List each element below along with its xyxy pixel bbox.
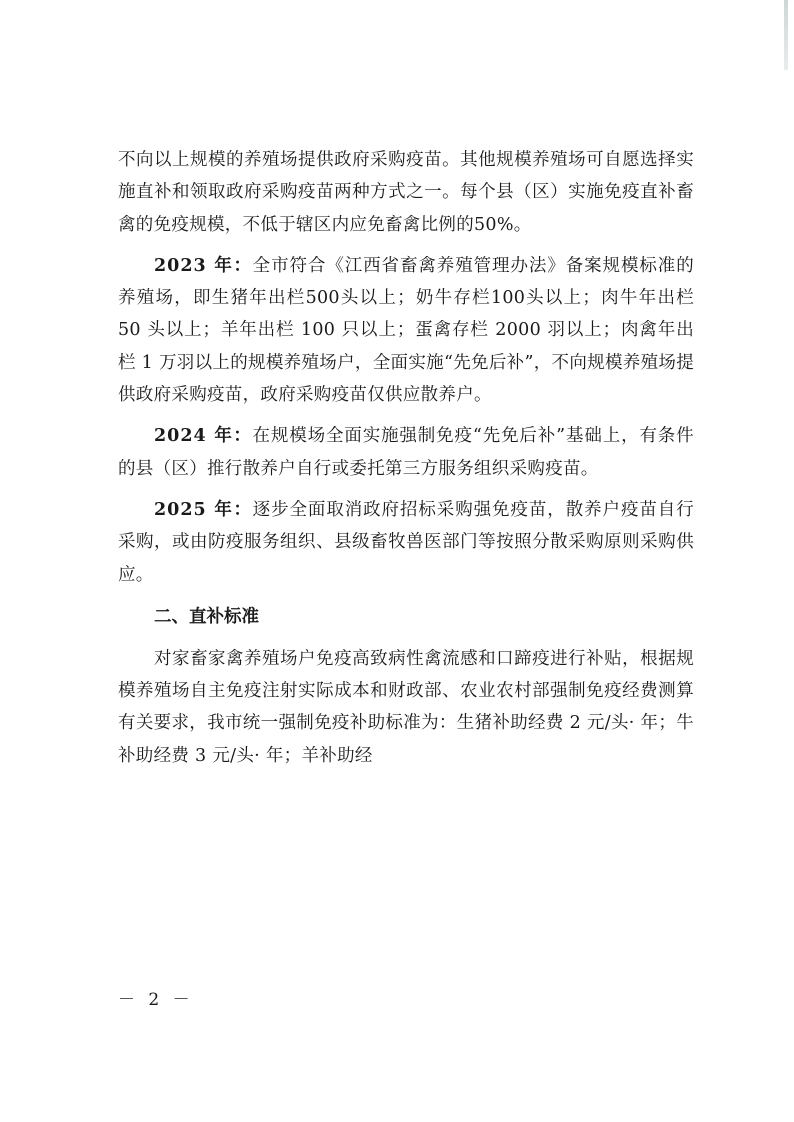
year-label-2023: 2023 年： <box>154 255 253 276</box>
paragraph-continuation: 不向以上规模的养殖场提供政府采购疫苗。其他规模养殖场可自愿选择实施直补和领取政府采购疫苗两种方式之一。每个县（区）实施免疫直补畜禽的免疫规模，不低于辖区内应免畜禽比例的50%。 <box>118 150 694 235</box>
paragraph-2024 <box>118 420 694 485</box>
year-label-2025: 2025 年： <box>154 499 253 520</box>
document-body <box>118 144 694 772</box>
scan-edge <box>784 0 788 70</box>
paragraph-2025-text: 逐步全面取消政府招标采购强免疫苗，散养户疫苗自行采购，或由防疫服务组织、县级畜牧兽医部门等按照分散采购原则采购供应。 <box>118 499 694 585</box>
paragraph-2024-text: 在规模场全面实施强制免疫“先免后补”基础上，有条件的县（区）推行散养户自行或委托第三方服务组织采购疫苗。 <box>118 426 694 479</box>
section-heading: 二、直补标准 <box>154 606 259 627</box>
paragraph-2025 <box>118 494 694 591</box>
year-label-2024: 2024 年： <box>154 426 253 447</box>
paragraph-subsidy-standard: 对家畜家禽养殖场户免疫高致病性禽流感和口蹄疫进行补贴，根据规模养殖场自主免疫注射实际成本和财政部、农业农村部强制免疫经费测算有关要求，我市统一强制免疫补助标准为：生猪补助经费 2 元/头· 年；牛补助经费 3 元/头· 年；羊补助经 <box>118 648 694 766</box>
paragraph-2023-text: 全市符合《江西省畜禽养殖管理办法》备案规模标准的养殖场，即生猪年出栏500头以上；奶牛存栏100头以上；肉牛年出栏 50 头以上；羊年出栏 100 只以上；蛋禽存栏 2000 羽以上；肉禽年出栏 1 万羽以上的规模养殖场户，全面实施“先免后补”，不向规模养殖场提供政府采购疫苗，政府采购疫苗仅供应散养户。 <box>118 255 694 406</box>
page-number: － 2 － <box>118 990 194 1010</box>
paragraph-2023 <box>118 250 694 411</box>
